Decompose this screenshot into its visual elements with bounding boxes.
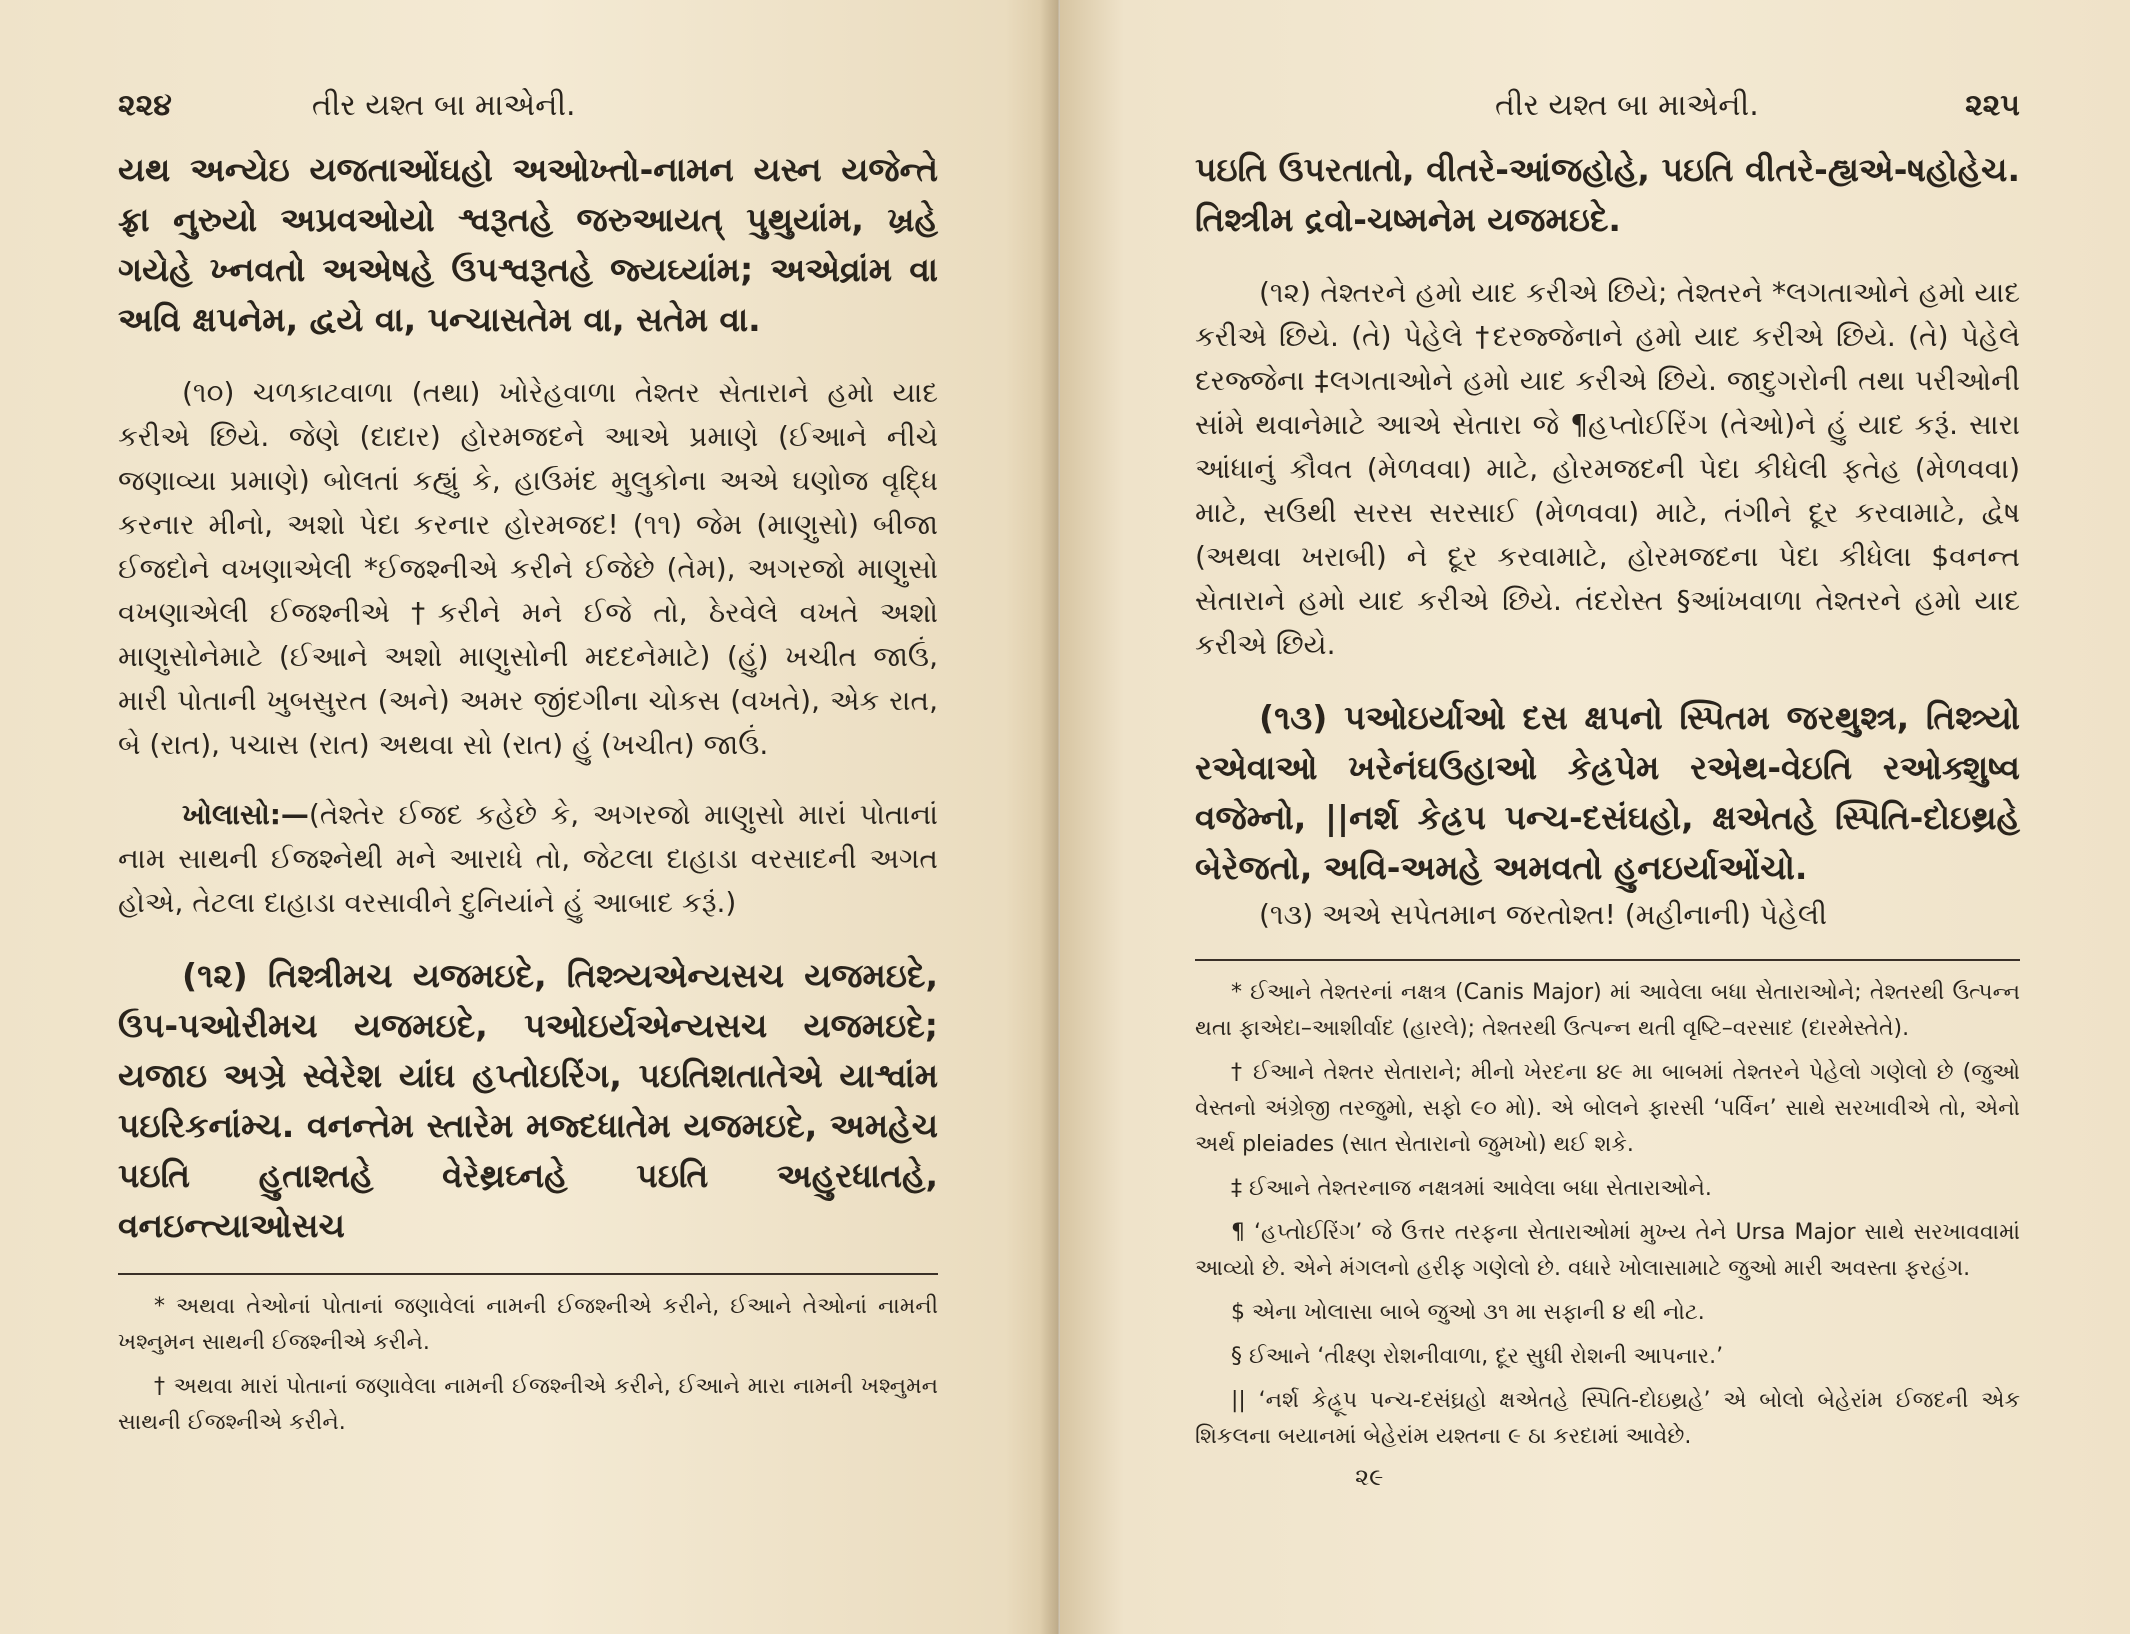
- running-head: તીર યશ્ત બા માએની.: [1495, 88, 1759, 123]
- explanation-paragraph: [118, 793, 938, 925]
- running-head: તીર યશ્ત બા માએની.: [311, 88, 576, 123]
- avesta-text-block: (૧૨) તિશ્ત્રીમચ યજમઇદે, તિશ્ત્ર્યએન્યસચ યજમઇદે, ઉપ-પઓરીમચ યજમઇદે, પઓઇર્યએન્યસચ યજમઇદે; યજાઇ અઞ્રે સ્વેરેશ યાંઘ હપ્તોઇરિંગ, પઇતિશતાતેએ યાશ્વાંમ પઇરિકનાંમ્ચ. વનન્તેમ સ્તારેમ મજ્દધાતેમ યજમઇદે, અમહેચ પઇતિ હુતાશ્તહે વેરેથ્રઘ્નહે પઇતિ અહુરધાતહે, વનઇન્ત્યાઓસચ: [118, 956, 938, 1245]
- left-page: [0, 0, 1058, 1634]
- page-number: ૨૨૪: [118, 88, 172, 123]
- right-page-header: [1195, 88, 2020, 123]
- translation-paragraph: (૧૦) ચળકાટવાળા (તથા) ખોરેહવાળા તેશ્તર સેતારાને હમો યાદ કરીએ છિયે. જેણે (દાદાર) હોરમજદને આએ પ્રમાણે (ઈઆને નીચે જણાવ્યા પ્રમાણે) બોલતાં કહ્યું કે, હાઉમંદ મુલુકોના અએ ઘણોજ વૃદ્ધિ કરનાર મીનો, અશો પેદા કરનાર હોરમજદ! (૧૧) જેમ (માણુસો) બીજા ઈજદોને વખણાએલી *ઈજશ્નીએ કરીને ઈજેછે (તેમ), અગરજો માણુસો વખણાએલી ઈજશ્નીએ †કરીને મને ઈજે તો, ઠેરવેલે વખતે અશો માણુસોનેમાટે (ઈઆને અશો માણુસોની મદદનેમાટે) (હું) ખચીત જાઉં, મારી પોતાની ખુબસુરત (અને) અમર જીંદગીના ચોકસ (વખતે), એક રાત, બે (રાત), પચાસ (રાત) અથવા સો (રાત) હું (ખચીત) જાઉં.: [118, 376, 938, 761]
- footnote: || ‘નર્શ કેહ્રૂપ પન્ચ-દસંઘ્રહો ક્ષએતહે સ્પિતિ-દોઇથ્રહે’ એ બોલો બેહેરાંમ ઈજદની એક શિકલના બયાનમાં બેહેરાંમ યશ્તના ૯ ઠા કરદામાં આવેછે.: [1195, 1388, 2020, 1449]
- footnote: § ઈઆને ‘તીક્ષ્ણ રોશનીવાળા, દૂર સુધી રોશની આપનાર.’: [1231, 1344, 1724, 1369]
- footnote: ‡ ઈઆને તેશ્તરનાજ નક્ષત્રમાં આવેલા બધા સેતારાઓને.: [1231, 1176, 1712, 1201]
- footnote: * ઈઆને તેશ્તરનાં નક્ષત્ર (Canis Major) માં આવેલા બધા સેતારાઓને; તેશ્તરથી ઉત્પન્ન થતા ફાએદા–આશીર્વાદ (હારલે); તેશ્તરથી ઉત્પન્ન થતી વૃષ્ટિ–વરસાદ (દારમેસ્તેતે).: [1195, 980, 2020, 1041]
- avesta-text-block: યથ અન્યેઇ યજતાઓંઘહો અઓખ્તો-નામન યસ્ન યજેન્તે ફ્રા નુરુયો અપ્રવઓયો શ્વરૂતહે જરુઆયત્ પુથુયાંમ, ખ્રહે ગયેહે ખ્નવતો અએષહે ઉપશ્વરૂતહે જ્યઘ્યાંમ; અએવ્રાંમ વા અવિ ક્ષપનેમ, દ્વયે વા, પન્ચાસતેમ વા, સતેમ વા.: [118, 150, 938, 339]
- explanation-text: (તેશ્તેર ઈજદ કહેછે કે, અગરજો માણુસો મારાં પોતાનાં નામ સાથની ઈજશ્નેથી મને આરાધે તો, જેટલા દાહાડા વરસાદની અગત હોએ, તેટલા દાહાડા વરસાવીને દુનિયાંને હું આબાદ કરૂં.): [118, 798, 938, 919]
- right-page: [1060, 0, 2130, 1634]
- page-number: ૨૨૫: [1965, 88, 2020, 123]
- footnote-divider: [1195, 959, 2020, 961]
- footnote: † અથવા મારાં પોતાનાં જણાવેલા નામની ઈજશ્નીએ કરીને, ઈઆને મારા નામની ખશ્નુમન સાથની ઈજશ્નીએ કરીને.: [118, 1374, 938, 1435]
- footnote: † ઈઆને તેશ્તર સેતારાને; મીનો ખેરદના ૪૯ મા બાબમાં તેશ્તરને પેહેલો ગણેલો છે (જુઓ વેસ્તનો અંગ્રેજી તરજુમો, સફો ૯૦ મો). એ બોલને ફારસી ‘પર્વિન’ સાથે સરખાવીએ તો, એનો અર્થ pleiades (સાત સેતારાનો જુમખો) થઈ શકે.: [1195, 1060, 2020, 1157]
- translation-paragraph: (૧૩) અએ સપેતમાન જરતોશ્ત! (મહીનાની) પેહેલી: [1259, 898, 1828, 931]
- footnote: * અથવા તેઓનાં પોતાનાં જણાવેલાં નામની ઈજશ્નીએ કરીને, ઈઆને તેઓનાં નામની ખશ્નુમન સાથની ઈજશ્નીએ કરીને.: [118, 1294, 938, 1355]
- avesta-text-block: (૧૩) પઓઇર્યાઓ દસ ક્ષપનો સ્પિતમ જરથુશ્ત્ર, તિશ્ત્ર્યો રએવાઓ ખરેનંઘઉહાઓ કેહ્રપેમ રએથ-વેઇતિ રઓક્શુષ્વ વજેમ્નો, ||નર્શ કેહ્રપ પન્ચ-દસંઘહો, ક્ષએતહે સ્પિતિ-દોઇથ્રહે બેરેજતો, અવિ-અમહે અમવતો હુનઇર્યાઓંચો.: [1195, 698, 2020, 887]
- signature-mark: ૨૯: [1355, 1463, 1384, 1491]
- explanation-label: ખોલાસો:—: [182, 798, 309, 831]
- left-page-header: [118, 88, 938, 123]
- footnote: $ એના ખોલાસા બાબે જુઓ ૩૧ મા સફાની ૪ થી નોટ.: [1231, 1300, 1705, 1325]
- avesta-text-block: પઇતિ ઉપરતાતો, વીતરે-આંજહોહે, પઇતિ વીતરે-હ્યએ-ષહોહેચ. તિશ્ત્રીમ દ્રવો-ચષ્મનેમ યજમઇદે.: [1195, 150, 2020, 239]
- footnote: ¶ ‘હપ્તોઈરિંગ’ જે ઉત્તર તરફના સેતારાઓમાં મુખ્ય તેને Ursa Major સાથે સરખાવવામાં આવ્યો છે. એને મંગલનો હરીફ ગણેલો છે. વધારે ખોલાસામાટે જુઓ મારી અવસ્તા ફરહંગ.: [1195, 1220, 2020, 1281]
- footnote-divider: [118, 1273, 938, 1275]
- translation-paragraph: (૧૨) તેશ્તરને હમો યાદ કરીએ છિયે; તેશ્તરને *લગતાઓને હમો યાદ કરીએ છિયે. (તે) પેહેલે †દરજ્જેનાને હમો યાદ કરીએ છિયે. (તે) પેહેલે દરજ્જેના ‡લગતાઓને હમો યાદ કરીએ છિયે. જાદુગરોની તથા પરીઓની સાંમે થવાનેમાટે આએ સેતારા જે ¶હપ્તોઈરિંગ (તેઓ)ને હું યાદ કરૂં. સારા આંધાનું કૌવત (મેળવવા) માટે, હોરમજદની પેદા કીધેલી ફતેહ (મેળવવા) માટે, સઉથી સરસ સરસાઈ (મેળવવા) માટે, તંગીને દૂર કરવામાટે, દ્વેષ (અથવા ખરાબી) ને દૂર કરવામાટે, હોરમજદના પેદા કીધેલા $વનન્ત સેતારાને હમો યાદ કરીએ છિયે. તંદરોસ્ત §આંખવાળા તેશ્તરને હમો યાદ કરીએ છિયે.: [1195, 276, 2020, 661]
